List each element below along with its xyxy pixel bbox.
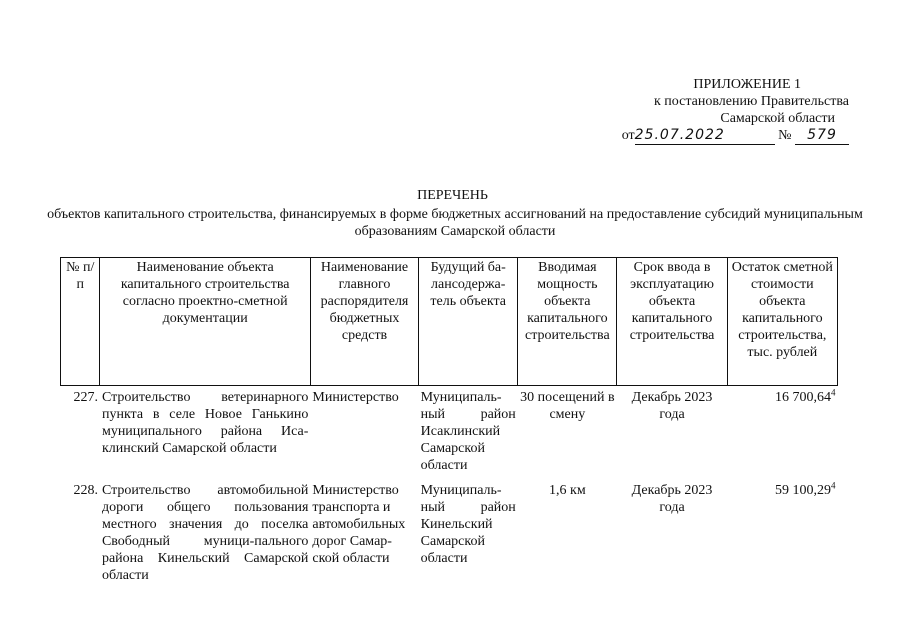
date-field — [635, 127, 775, 145]
row-num: 228. — [73, 483, 98, 498]
row-object-name: Строительство автомобильной дороги общего пользования местного значения до поселка Свободный муници-пального района Кинельский Самарской области — [101, 483, 309, 583]
cost-value: 59 100,29 — [775, 483, 831, 498]
row-capacity: 30 посещений в смену — [520, 390, 615, 422]
row-capacity: 1,6 км — [549, 483, 586, 498]
row-future-holder: Муниципаль-ный район Исаклинский Самарской области — [420, 390, 516, 473]
header-object-name: Наименование объекта капитального строительства согласно проектно-сметной документации — [100, 258, 310, 386]
date-prefix: от — [621, 128, 635, 143]
header-budget-manager: Наименование главного распорядителя бюджетных средств — [310, 258, 418, 386]
header-num: № п/п — [61, 258, 100, 386]
row-commission-term: Декабрь 2023 года — [631, 483, 713, 515]
date-value: 25.07.2022 — [634, 127, 725, 143]
table-row — [61, 386, 838, 483]
table-header-row — [61, 258, 838, 386]
document-subtitle: объектов капитального строительства, финансируемых в форме бюджетных ассигнований на предоставление субсидий муниципальным образованиям Самарской области — [47, 207, 863, 239]
row-commission-term: Декабрь 2023 года — [631, 390, 713, 422]
number-value: 579 — [807, 127, 837, 143]
footnote-mark: 4 — [831, 387, 836, 398]
header-capacity: Вводимая мощность объекта капитального строительства — [518, 258, 617, 386]
row-budget-manager: Министерство — [312, 390, 399, 405]
table-row — [61, 482, 838, 584]
number-field — [795, 127, 849, 145]
appendix-date-line — [549, 127, 849, 145]
appendix-block — [549, 76, 849, 145]
cost-value: 16 700,64 — [775, 390, 831, 405]
header-future-holder: Будущий ба-лансодержа-тель объекта — [419, 258, 518, 386]
row-budget-manager: Министерство транспорта и автомобильных дорог Самар-ской области — [312, 483, 406, 566]
document-title: ПЕРЕЧЕНЬ — [417, 188, 488, 203]
objects-table — [60, 257, 838, 584]
header-remaining-cost: Остаток сметной стоимости объекта капитального строительства, тыс. рублей — [727, 258, 837, 386]
row-future-holder: Муниципаль-ный район Кинельский Самарской области — [420, 483, 516, 566]
row-num: 227. — [73, 390, 98, 405]
row-remaining-cost — [727, 386, 837, 483]
appendix-title: ПРИЛОЖЕНИЕ 1 — [693, 77, 801, 92]
appendix-line-1: к постановлению Правительства — [653, 94, 849, 109]
appendix-line-2: Самарской области — [720, 111, 835, 126]
header-commission-term: Срок ввода в эксплуатацию объекта капитального строительства — [617, 258, 727, 386]
row-object-name: Строительство ветеринарного пункта в селе Новое Ганькино муниципального района Иса-клинский Самарской области — [101, 390, 309, 456]
footnote-mark: 4 — [831, 480, 836, 491]
number-prefix: № — [778, 128, 792, 143]
row-remaining-cost — [727, 482, 837, 584]
